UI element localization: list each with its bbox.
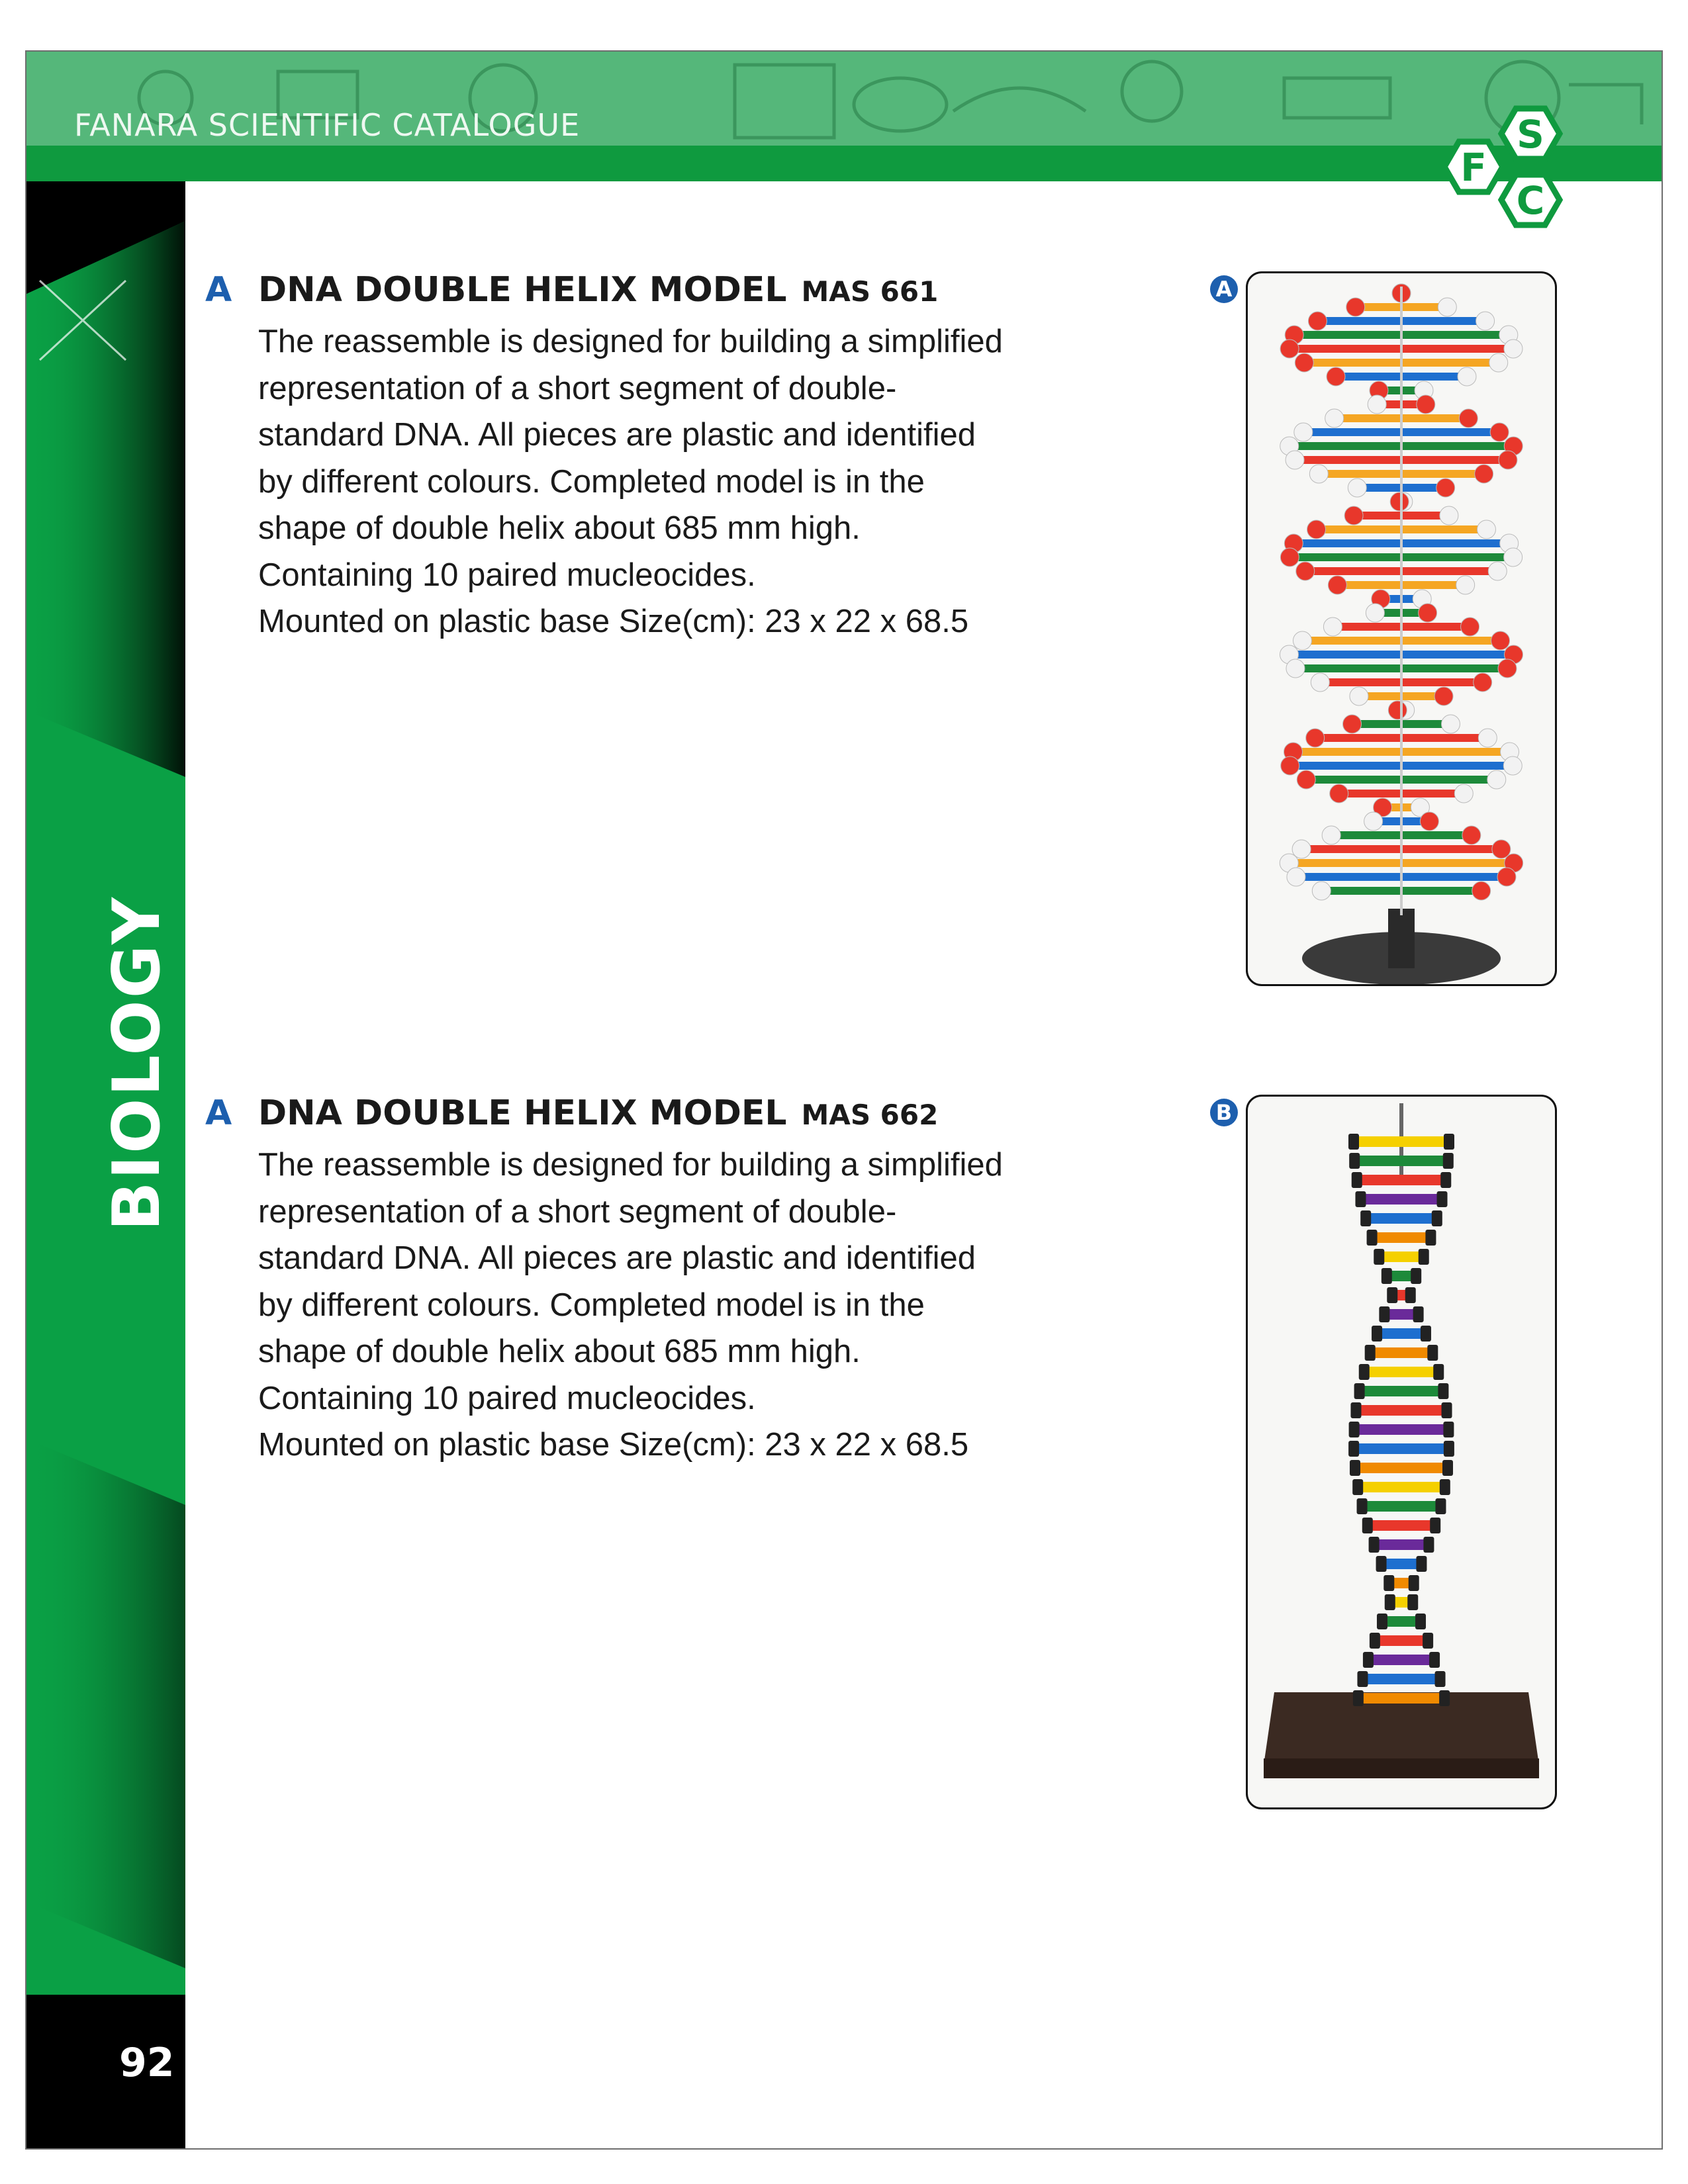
backbone-node (1370, 1633, 1380, 1649)
backbone-node (1443, 1153, 1454, 1169)
base-pair-rung (1384, 1559, 1419, 1569)
backbone-node (1416, 1556, 1427, 1572)
backbone-node (1390, 492, 1409, 511)
backbone-node (1352, 1479, 1363, 1495)
base-pair-rung (1361, 1693, 1442, 1704)
backbone-node (1477, 520, 1495, 539)
section-label: BIOLOGY (99, 895, 175, 1231)
backbone-node (1286, 451, 1304, 469)
base-pair-rung (1365, 1501, 1438, 1512)
backbone-node (1383, 1575, 1394, 1591)
base-pair-rung (1356, 1136, 1446, 1147)
backbone-node (1309, 465, 1328, 483)
backbone-node (1312, 882, 1331, 900)
backbone-node (1411, 1268, 1421, 1284)
backbone-node (1359, 1364, 1370, 1380)
backbone-node (1442, 1460, 1453, 1476)
backbone-node (1280, 340, 1299, 358)
backbone-node (1427, 1345, 1438, 1361)
backbone-node (1443, 1422, 1454, 1437)
base-pair-rung (1357, 1424, 1446, 1435)
page-number: 92 (119, 2040, 175, 2086)
product-name: DNA DOUBLE HELIX MODEL (258, 1093, 787, 1133)
backbone-node (1357, 1671, 1368, 1687)
backbone-node (1355, 1191, 1366, 1207)
backbone-node (1382, 1268, 1392, 1284)
backbone-node (1388, 701, 1407, 719)
product-code: MAS 661 (801, 275, 939, 308)
backbone-node (1440, 506, 1458, 525)
backbone-node (1293, 631, 1311, 650)
description-line: shape of double helix about 685 mm high. (258, 1334, 861, 1369)
base-pair-rung (1367, 1367, 1436, 1377)
backbone-node (1497, 868, 1516, 886)
product-code: MAS 662 (801, 1099, 939, 1131)
backbone-node (1459, 409, 1477, 428)
backbone-node (1328, 576, 1346, 594)
backbone-node (1322, 826, 1340, 844)
base-pair-rung (1360, 1175, 1444, 1185)
backbone-node (1440, 1172, 1451, 1188)
backbone-node (1387, 1287, 1397, 1303)
base-pair-rung (1363, 1194, 1439, 1205)
backbone-node (1430, 1518, 1440, 1533)
product-heading (205, 1093, 1066, 1135)
product-entry (205, 270, 1066, 645)
backbone-node (1280, 548, 1299, 567)
backbone-node (1429, 1652, 1440, 1668)
backbone-node (1357, 1498, 1368, 1514)
backbone-node (1503, 756, 1522, 775)
backbone-node (1286, 659, 1305, 678)
backbone-node (1419, 1249, 1429, 1265)
backbone-node (1352, 1172, 1362, 1188)
backbone-node (1499, 451, 1517, 469)
base-pair-rung (1368, 1213, 1434, 1224)
backbone-node (1350, 1460, 1360, 1476)
backbone-node (1425, 1230, 1436, 1246)
base-pair-rung (1371, 1655, 1432, 1665)
backbone-node (1306, 729, 1325, 747)
base-pair-rung (1389, 1271, 1413, 1281)
description-line: representation of a short segment of double- (258, 370, 897, 406)
fsc-logo (1417, 103, 1575, 236)
backbone-node (1498, 659, 1517, 678)
logo-letter-s: S (1517, 112, 1544, 157)
backbone-node (1423, 1537, 1434, 1553)
backbone-node (1439, 1690, 1450, 1706)
description-line: shape of double helix about 685 mm high. (258, 510, 861, 546)
backbone-node (1488, 562, 1507, 580)
backbone-node (1462, 826, 1481, 844)
backbone-node (1504, 340, 1523, 358)
backbone-node (1297, 770, 1315, 789)
backbone-node (1432, 1210, 1442, 1226)
backbone-node (1346, 298, 1365, 316)
backbone-node (1489, 353, 1508, 372)
dna-model-illustration (1248, 273, 1555, 984)
base-pair-rung (1377, 1539, 1427, 1550)
description-line: by different colours. Completed model is in the (258, 1287, 925, 1323)
product-description (258, 1142, 1066, 1469)
product-name: DNA DOUBLE HELIX MODEL (258, 270, 787, 310)
product-entry (205, 1093, 1066, 1469)
backbone-node (1437, 1191, 1448, 1207)
base-pair-rung (1385, 1616, 1418, 1627)
backbone-node (1474, 673, 1492, 692)
backbone-node (1504, 548, 1523, 567)
backbone-node (1344, 506, 1363, 525)
backbone-node (1420, 812, 1438, 831)
description-line: by different colours. Completed model is in the (258, 463, 925, 500)
logo-letter-c: C (1516, 178, 1545, 223)
backbone-node (1433, 1364, 1444, 1380)
base-pair-rung (1356, 1443, 1446, 1454)
backbone-node (1349, 1153, 1360, 1169)
backbone-node (1405, 1287, 1416, 1303)
base-pair-rung (1373, 1347, 1430, 1358)
product-photo-helix-b (1246, 1095, 1557, 1809)
backbone-node (1368, 395, 1386, 414)
backbone-node (1350, 1402, 1361, 1418)
backbone-node (1435, 1498, 1446, 1514)
base-pair-rung (1382, 1251, 1421, 1262)
backbone-node (1365, 1345, 1376, 1361)
backbone-node (1364, 812, 1383, 831)
backbone-node (1287, 868, 1305, 886)
backbone-node (1409, 1575, 1419, 1591)
backbone-node (1442, 1402, 1452, 1418)
description-line: Containing 10 paired mucleocides. (258, 557, 756, 593)
backbone-node (1461, 617, 1479, 636)
base-pair-rung (1391, 1578, 1411, 1588)
backbone-node (1327, 367, 1345, 386)
backbone-node (1366, 604, 1384, 622)
backbone-node (1385, 1594, 1395, 1610)
backbone-node (1349, 1422, 1360, 1437)
backbone-node (1475, 465, 1493, 483)
backbone-node (1478, 729, 1497, 747)
backbone-node (1311, 673, 1329, 692)
description-line: standard DNA. All pieces are plastic and identified (258, 417, 976, 453)
backbone-node (1407, 1594, 1418, 1610)
backbone-node (1348, 478, 1366, 497)
backbone-node (1363, 1652, 1374, 1668)
backbone-node (1353, 1690, 1364, 1706)
backbone-node (1343, 715, 1362, 733)
backbone-node (1440, 1479, 1450, 1495)
backbone-node (1354, 1383, 1365, 1399)
base-pair-rung (1362, 1386, 1441, 1396)
backbone-node (1348, 1441, 1359, 1457)
backbone-node (1472, 882, 1491, 900)
description-line: Mounted on plastic base Size(cm): 23 x 22 x 68.5 (258, 1427, 969, 1463)
backbone-node (1325, 409, 1344, 428)
base-pair-rung (1357, 1156, 1446, 1166)
product-description (258, 318, 1066, 645)
backbone-node (1456, 576, 1475, 594)
backbone-node (1330, 784, 1348, 803)
base-pair-rung (1365, 1674, 1437, 1684)
backbone-node (1308, 312, 1327, 330)
image-badge: A (1210, 275, 1238, 303)
backbone-node (1487, 770, 1506, 789)
product-photo-helix-a (1246, 271, 1557, 986)
product-letter: A (205, 270, 232, 310)
backbone-node (1419, 604, 1437, 622)
backbone-node (1296, 562, 1315, 580)
backbone-node (1376, 1556, 1387, 1572)
logo-letter-f: F (1460, 145, 1487, 190)
backbone-node (1415, 1614, 1426, 1629)
backbone-node (1441, 715, 1460, 733)
backbone-node (1417, 395, 1435, 414)
backbone-node (1438, 298, 1456, 316)
base-pair-rung (1380, 1328, 1423, 1339)
description-line: standard DNA. All pieces are plastic and identified (258, 1240, 976, 1276)
base-pair-rung (1378, 1635, 1425, 1646)
backbone-node (1458, 367, 1476, 386)
base-pair-rung (1360, 1482, 1442, 1492)
description-line: representation of a short segment of double- (258, 1193, 897, 1230)
backbone-node (1436, 478, 1455, 497)
backbone-node (1379, 1306, 1389, 1322)
image-badge: B (1210, 1099, 1238, 1126)
backbone-node (1377, 1614, 1387, 1629)
description-line: The reassemble is designed for building a simplified (258, 1147, 1003, 1183)
backbone-node (1362, 1518, 1373, 1533)
sidebar-footer-diagonal (26, 1968, 185, 2021)
backbone-node (1360, 1210, 1371, 1226)
catalogue-title: FANARA SCIENTIFIC CATALOGUE (74, 107, 581, 143)
backbone-node (1369, 1537, 1380, 1553)
backbone-node (1350, 687, 1368, 705)
backbone-node (1323, 617, 1342, 636)
description-line: Mounted on plastic base Size(cm): 23 x 22 x 68.5 (258, 604, 969, 639)
backbone-node (1444, 1441, 1454, 1457)
description-line: Containing 10 paired mucleocides. (258, 1380, 756, 1416)
backbone-node (1421, 1326, 1431, 1342)
backbone-node (1435, 1671, 1446, 1687)
backbone-node (1374, 1249, 1384, 1265)
backbone-node (1423, 1633, 1433, 1649)
backbone-node (1307, 520, 1326, 539)
backbone-node (1294, 423, 1313, 441)
base-pair-rung (1387, 1309, 1415, 1320)
base-pair-rung (1370, 1520, 1432, 1531)
backbone-node (1454, 784, 1473, 803)
dna-ladder-model-illustration (1248, 1097, 1555, 1807)
product-heading (205, 270, 1066, 312)
backbone-node (1491, 631, 1510, 650)
backbone-node (1295, 353, 1313, 372)
backbone-node (1281, 756, 1299, 775)
backbone-node (1438, 1383, 1448, 1399)
backbone-node (1476, 312, 1495, 330)
backbone-node (1348, 1134, 1359, 1150)
base-pair-rung (1358, 1405, 1444, 1416)
backbone-node (1490, 423, 1509, 441)
backbone-node (1434, 687, 1453, 705)
backbone-node (1367, 1230, 1378, 1246)
backbone-node (1372, 1326, 1382, 1342)
base-pair-rung (1375, 1232, 1429, 1243)
backbone-node (1444, 1134, 1454, 1150)
backbone-node (1413, 1306, 1424, 1322)
description-line: The reassemble is designed for building a simplified (258, 324, 1003, 359)
base-pair-rung (1358, 1463, 1445, 1473)
product-letter: A (205, 1093, 232, 1133)
